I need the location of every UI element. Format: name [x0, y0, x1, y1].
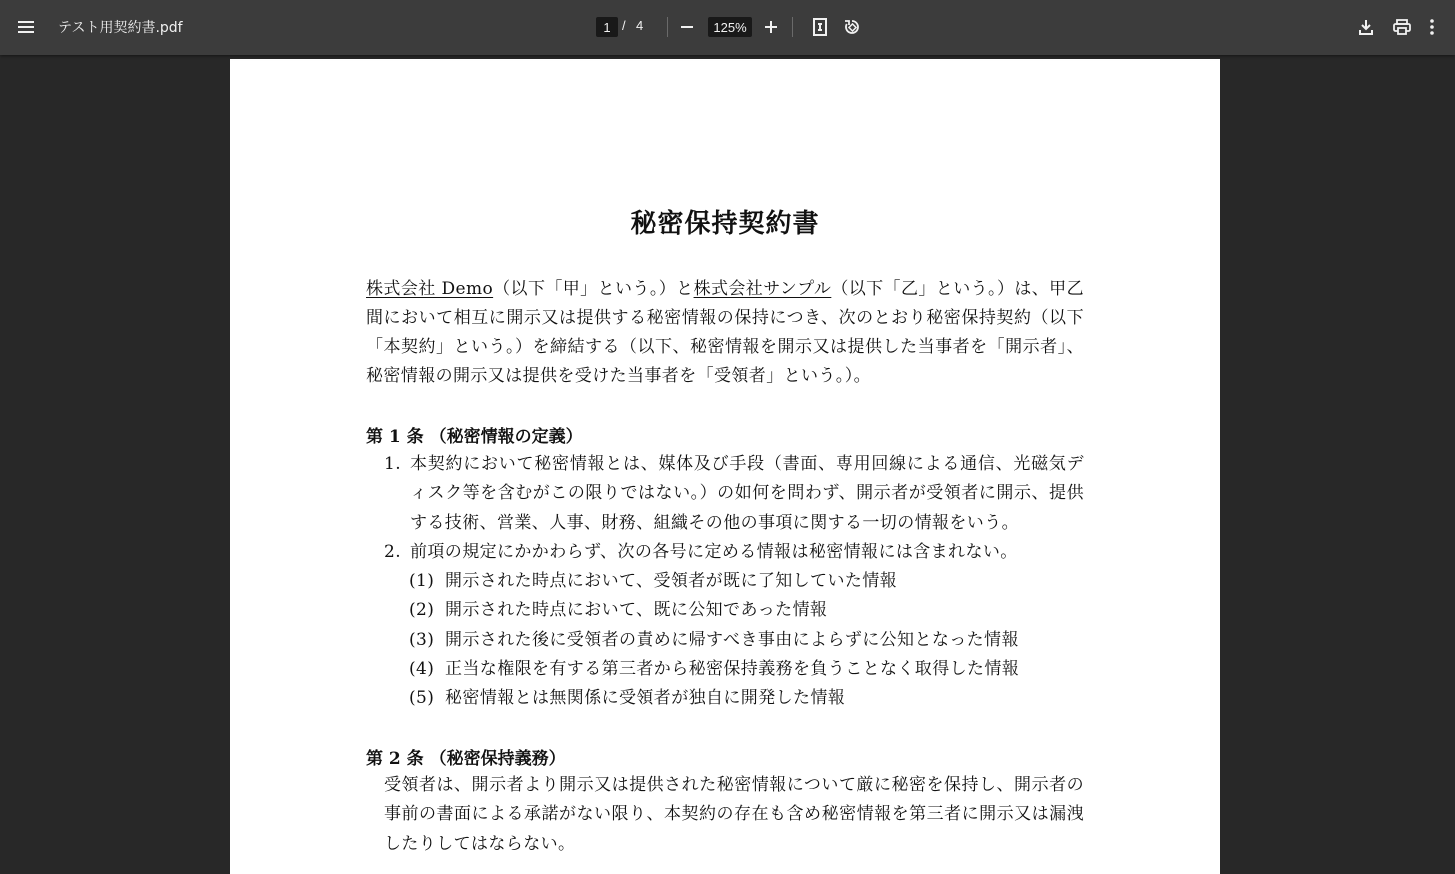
party-a-name: 株式会社 Demo	[366, 279, 494, 299]
fit-page-icon[interactable]	[804, 11, 836, 43]
list-item-number: 1.	[384, 454, 402, 474]
list-item	[366, 538, 1084, 567]
toolbar-divider	[792, 17, 793, 37]
hamburger-menu-icon[interactable]	[10, 11, 42, 43]
sublist-container	[366, 567, 1084, 713]
list-item-number: 2.	[384, 541, 402, 562]
intro-text-2: （以下「乙」という。）は、甲乙間において相互に開示又は提供する秘密情報の保持につき、次のとおり秘密保持契約（以下「本契約」という。）を締結する（以下、秘密情報を開示又は提供した当事者を「開示者」、秘密情報の開示又は提供を受けた当事者を「受領者」という。）。	[366, 279, 1084, 386]
article-2-title: 第 2 条 （秘密保持義務）	[366, 749, 566, 769]
sublist-item-text: 開示された時点において、受領者が既に了知していた情報	[445, 571, 898, 592]
page-number-input[interactable]	[596, 17, 618, 37]
article-1-title: 第 1 条 （秘密情報の定義）	[366, 427, 583, 447]
article-1-list	[366, 450, 1084, 714]
sublist-item-text: 開示された後に受領者の責めに帰すべき事由によらずに公知となった情報	[445, 629, 1019, 650]
print-icon[interactable]	[1386, 11, 1418, 43]
page-separator: /	[622, 18, 626, 33]
intro-text-1: （以下「甲」という。）と	[493, 279, 694, 299]
pdf-toolbar	[0, 0, 1455, 55]
party-b-name: 株式会社サンプル	[693, 279, 832, 299]
sublist-item	[366, 684, 1084, 713]
document-heading: 秘密保持契約書	[630, 209, 820, 239]
list-item-text: 前項の規定にかかわらず、次の各号に定める情報は秘密情報には含まれない。	[410, 541, 1018, 562]
minus-icon[interactable]	[671, 11, 703, 43]
sublist-item-text: 秘密情報とは無関係に受領者が独自に開発した情報	[445, 688, 846, 709]
article-1-sublist	[366, 567, 1084, 713]
plus-icon[interactable]	[755, 11, 787, 43]
sublist-item-number: (5)	[409, 688, 435, 709]
sublist-item	[366, 655, 1084, 684]
more-vertical-icon[interactable]	[1422, 11, 1442, 43]
sublist-item	[366, 626, 1084, 655]
zoom-input[interactable]	[708, 17, 752, 37]
sublist-item-text: 正当な権限を有する第三者から秘密保持義務を負うことなく取得した情報	[445, 659, 1020, 680]
intro-paragraph	[366, 275, 1084, 391]
sublist-item-number: (1)	[409, 571, 435, 592]
sublist-item-text: 開示された時点において、既に公知であった情報	[445, 600, 828, 621]
rotate-icon[interactable]	[836, 11, 868, 43]
toolbar-divider	[667, 17, 668, 37]
sublist-item-number: (4)	[409, 659, 435, 680]
sublist-item	[366, 596, 1084, 625]
sublist-item-number: (2)	[409, 600, 435, 621]
pdf-page	[230, 59, 1220, 874]
pdf-viewer-area[interactable]	[0, 55, 1455, 874]
article-2-text: 受領者は、開示者より開示又は提供された秘密情報について厳に秘密を保持し、開示者の事前の書面による承諾がない限り、本契約の存在も含め秘密情報を第三者に開示又は漏洩したりしてはならない。	[384, 775, 1084, 854]
document-title: テスト用契約書.pdf	[58, 20, 183, 36]
total-pages: 4	[636, 18, 644, 33]
list-item-text: 本契約において秘密情報とは、媒体及び手段（書面、専用回線による通信、光磁気ディスク等を含むがこの限りではない。）の如何を問わず、開示者が受領者に開示、提供する技術、営業、人事、財務、組織その他の事項に関する一切の情報をいう。	[410, 454, 1084, 533]
sublist-item	[366, 567, 1084, 596]
list-item	[366, 450, 1084, 538]
sublist-item-number: (3)	[409, 629, 435, 650]
download-icon[interactable]	[1350, 11, 1382, 43]
